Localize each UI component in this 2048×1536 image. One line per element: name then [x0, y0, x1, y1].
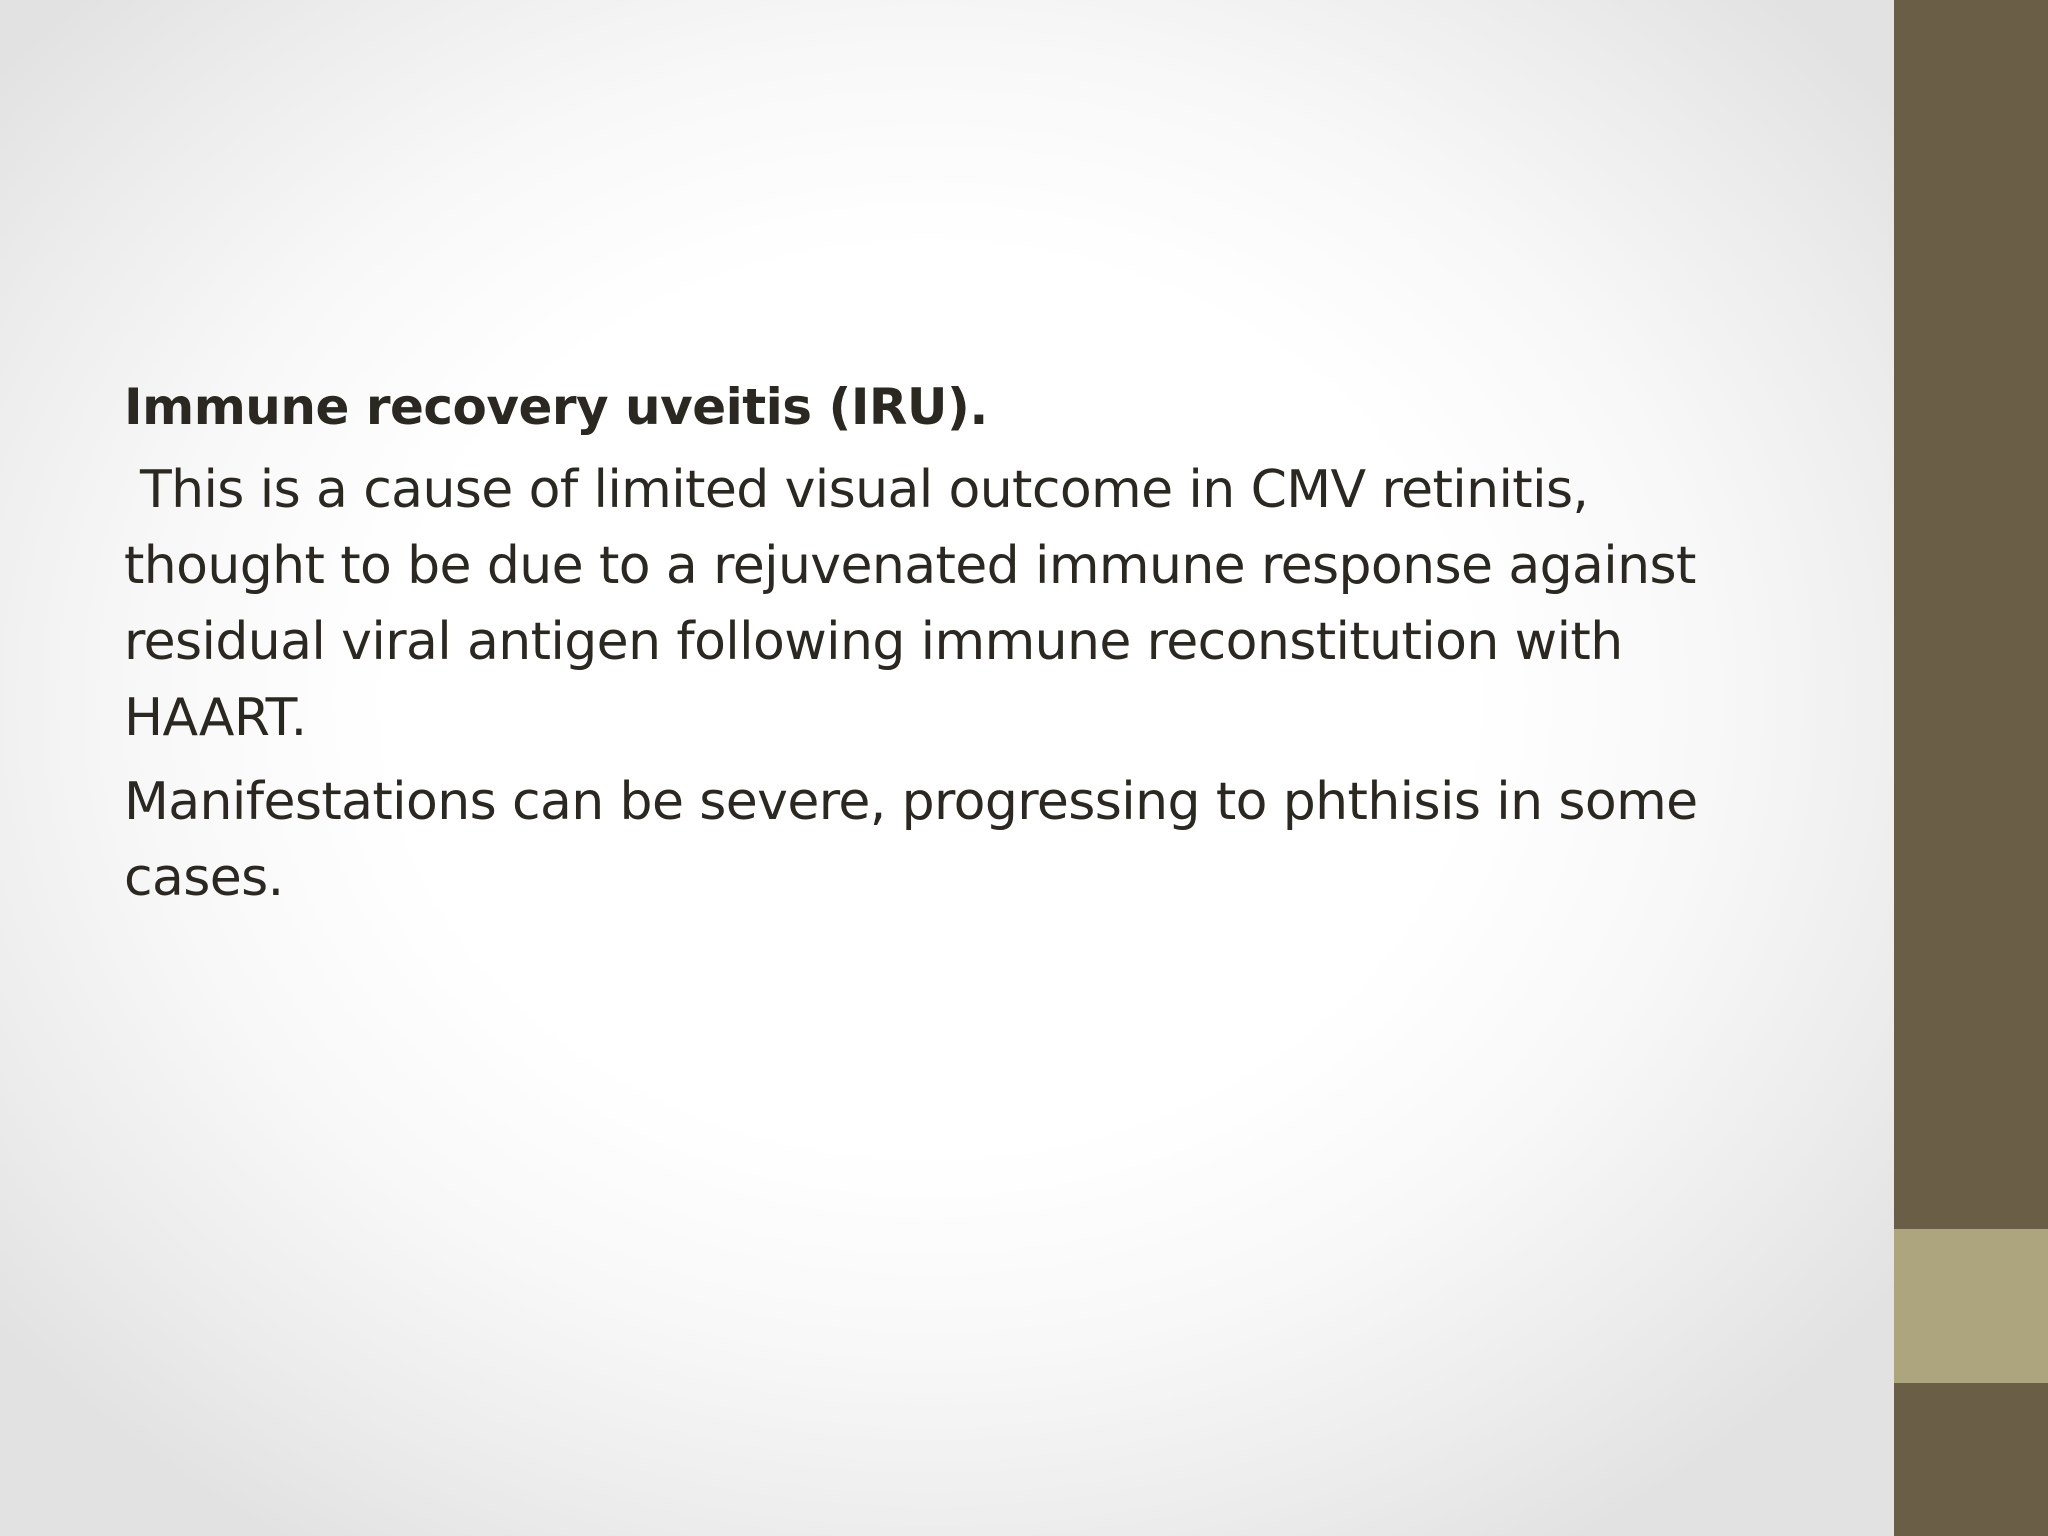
slide-heading: Immune recovery uveitis (IRU).	[124, 378, 988, 436]
decorative-side-bar-accent	[1894, 1229, 2048, 1383]
decorative-side-bar	[1894, 0, 2048, 1536]
body-paragraph-manifestations: Manifestations can be severe, progressing to phthisis in some cases.	[124, 772, 1714, 908]
slide-content	[124, 370, 1764, 924]
body-paragraph-cause: This is a cause of limited visual outcome in CMV retinitis, thought to be due to a rejuvenated immune response against residual viral antigen following immune reconstitution with HAART.	[124, 460, 1712, 748]
